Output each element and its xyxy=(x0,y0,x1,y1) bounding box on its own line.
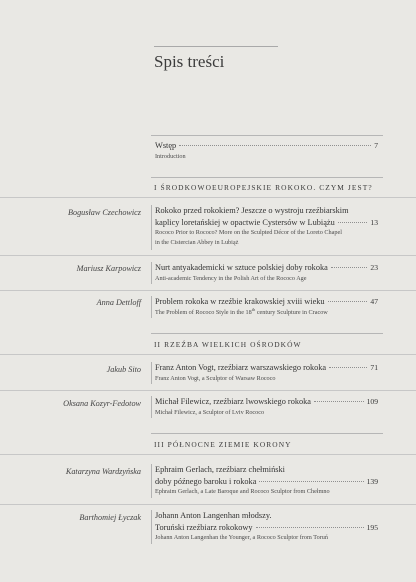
page-number: 195 xyxy=(366,522,378,532)
divider xyxy=(0,290,416,291)
entry-subtitle: Introduction xyxy=(155,152,186,160)
author-name: Bogusław Czechowicz xyxy=(67,208,141,217)
divider xyxy=(151,177,383,178)
section-heading-3: III PÓŁNOCNE ZIEMIE KORONY xyxy=(154,440,292,449)
entry-bar xyxy=(151,205,152,250)
entry-subtitle: The Problem of Rococo Style in the 18th century Sculpture in Cracow xyxy=(155,306,328,316)
entry-title: doby późnego baroku i rokoka xyxy=(155,476,257,486)
page-number: 7 xyxy=(374,141,378,150)
page-number: 71 xyxy=(370,363,378,372)
entry-subtitle: Franz Anton Vogt, a Sculptor of Warsaw Rococo xyxy=(155,374,276,382)
page-number: 13 xyxy=(370,217,378,227)
toc-entry[interactable] xyxy=(155,464,378,497)
page-number: 139 xyxy=(366,476,378,486)
entry-bar xyxy=(151,464,152,498)
leader-dots xyxy=(259,481,363,482)
section-heading-1: I ŚRODKOWOEUROPEJSKIE ROKOKO. CZYM JEST? xyxy=(154,183,373,192)
toc-entry[interactable] xyxy=(155,262,378,284)
author-name: Oksana Kozyr-Fedotow xyxy=(63,399,141,408)
leader-dots xyxy=(314,401,364,402)
page-number: 47 xyxy=(370,297,378,306)
author-name: Katarzyna Wardzyńska xyxy=(65,467,141,476)
toc-entry[interactable] xyxy=(155,296,378,318)
divider xyxy=(0,197,416,198)
divider xyxy=(151,333,383,334)
section-heading-2: II RZEŹBA WIELKICH OŚRODKÓW xyxy=(154,340,302,349)
divider xyxy=(0,354,416,355)
author-name: Jakub Sito xyxy=(106,365,141,374)
entry-subtitle: in the Cistercian Abbey in Lubiąż xyxy=(155,239,239,246)
toc-entry-intro[interactable] xyxy=(155,140,378,162)
entry-bar xyxy=(151,296,152,318)
entry-title: Wstęp xyxy=(155,141,177,150)
leader-dots xyxy=(256,527,364,528)
entry-bar xyxy=(151,396,152,418)
divider xyxy=(151,135,383,136)
entry-title: Michał Filewicz, rzeźbiarz lwowskiego rokoka xyxy=(155,397,311,406)
divider xyxy=(0,504,416,505)
entry-title: Nurt antyakademicki w sztuce polskiej doby rokoka xyxy=(155,263,328,272)
entry-title: kaplicy loretańskiej w opactwie Cystersów w Lubiążu xyxy=(155,217,335,227)
entry-bar xyxy=(151,510,152,544)
leader-dots xyxy=(331,267,368,268)
toc-entry[interactable] xyxy=(155,205,378,248)
leader-dots xyxy=(329,367,367,368)
page-title: Spis treści xyxy=(154,52,225,71)
entry-bar xyxy=(151,262,152,284)
divider xyxy=(0,454,416,455)
page-number: 109 xyxy=(366,397,378,406)
author-name: Barthomiej Łyczak xyxy=(79,513,141,522)
divider xyxy=(0,255,416,256)
entry-bar xyxy=(151,362,152,384)
leader-dots xyxy=(338,222,368,223)
author-name: Anna Dettloff xyxy=(96,298,141,307)
entry-title: Franz Anton Vogt, rzeźbiarz warszawskiego rokoka xyxy=(155,363,327,372)
entry-subtitle: Anti-academic Tendency in the Polish Art of the Rococo Age xyxy=(155,274,307,282)
author-name: Mariusz Karpowicz xyxy=(76,264,141,273)
entry-subtitle: Michał Filewicz, a Sculptor of Lviv Rococo xyxy=(155,408,265,416)
entry-title: Problem rokoka w rzeźbie krakowskiej xviii wieku xyxy=(155,297,325,306)
title-rule xyxy=(154,46,278,47)
divider xyxy=(0,390,416,391)
leader-dots xyxy=(179,145,371,146)
toc-entry[interactable] xyxy=(155,510,378,543)
entry-title: Rokoko przed rokokiem? Jeszcze o wystroju rzeźbiarskim xyxy=(155,206,349,215)
page-number: 23 xyxy=(370,263,378,272)
entry-title: Ephraim Gerlach, rzeźbiarz chełmiński xyxy=(155,465,285,474)
entry-subtitle: Ephraim Gerlach, a Late Baroque and Rococo Sculptor from Chełmno xyxy=(155,488,330,495)
leader-dots xyxy=(328,301,368,302)
entry-title: Toruński rzeźbiarz rokokowy xyxy=(155,522,253,532)
entry-subtitle: Johann Anton Langenhan the Younger, a Rococo Sculptor from Toruń xyxy=(155,534,328,541)
toc-entry[interactable] xyxy=(155,362,378,384)
toc-entry[interactable] xyxy=(155,396,378,418)
divider xyxy=(151,433,383,434)
entry-title: Johann Anton Langenhan młodszy. xyxy=(155,511,272,520)
entry-subtitle: Rococo Prior to Rococo? More on the Sculpted Décor of the Loreto Chapel xyxy=(155,229,342,236)
